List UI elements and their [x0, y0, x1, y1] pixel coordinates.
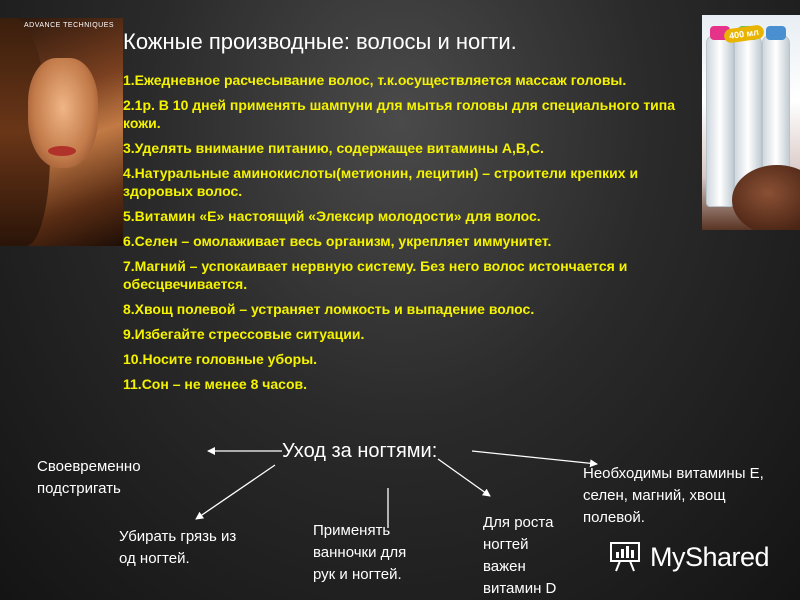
nail-node-trim: Своевременно подстригать: [37, 458, 141, 497]
list-item: 3.Уделять внимание питанию, содержащее витамины А,В,С.: [123, 140, 544, 156]
nail-node-growth: Для роста ногтей важен витамин D: [483, 514, 557, 597]
list-item: 6.Селен – омолаживает весь организм, укрепляет иммунитет.: [123, 233, 552, 249]
list-item: 7.Магний – успокаивает нервную систему. Без него волос истончается и обесцвечивается.: [123, 258, 628, 292]
lips-shape: [48, 146, 76, 156]
nail-node-baths: Применять ванночки для рук и ногтей.: [313, 522, 407, 583]
photo-brand-logo: ADVANCE TECHNIQUES: [24, 22, 115, 29]
nails-care-title: Уход за ногтями:: [282, 440, 438, 462]
nail-node-dirt: Убирать грязь из од ногтей.: [119, 528, 237, 567]
hair-model-photo: [0, 18, 123, 246]
volume-badge: 400 мл: [723, 24, 764, 43]
bottle-1: [706, 35, 734, 207]
list-item: 8.Хвощ полевой – устраняет ломкость и выпадение волос.: [123, 301, 535, 317]
list-item: 1.Ежедневное расчесывание волос, т.к.осуществляется массаж головы.: [123, 72, 627, 88]
arrow-to-growth: [438, 459, 490, 496]
nail-node-vitamins: Необходимы витамины Е, селен, магний, хвощ полевой.: [583, 465, 764, 526]
slide-title: Кожные производные: волосы и ногти.: [123, 29, 517, 54]
hair-care-list: [123, 71, 698, 400]
presentation-board-icon: [608, 541, 642, 573]
arrow-to-dirt: [196, 465, 275, 519]
list-item: 2.1р. В 10 дней применять шампуни для мытья головы для специального типа кожи.: [123, 97, 676, 131]
list-item: 11.Сон – не менее 8 часов.: [123, 376, 307, 392]
list-item: 10.Носите головные уборы.: [123, 351, 318, 367]
arrow-to-vitamins: [472, 451, 597, 464]
list-item: 9.Избегайте стрессовые ситуации.: [123, 326, 365, 342]
watermark-text: MyShared: [650, 541, 770, 572]
list-item: 4.Натуральные аминокислоты(метионин, лецитин) – строители крепких и здоровых волос.: [123, 165, 639, 199]
shampoo-bottles-photo: [702, 15, 800, 230]
myshared-watermark: [608, 537, 793, 577]
list-item: 5.Витамин «Е» настоящий «Элексир молодости» для волос.: [123, 208, 541, 224]
